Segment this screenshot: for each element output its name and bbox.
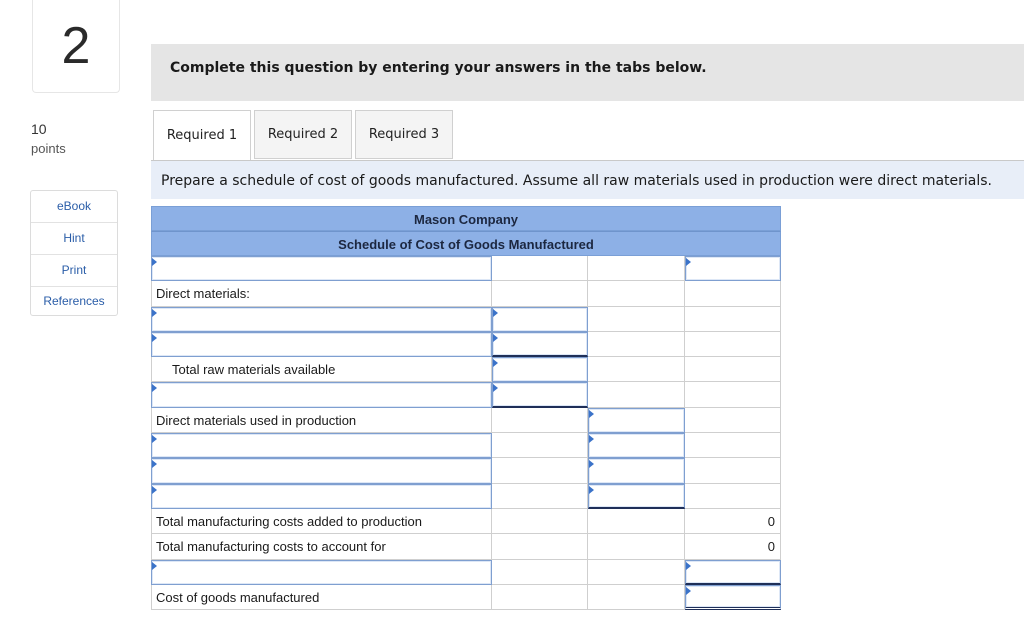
label-input[interactable] [151, 484, 492, 509]
hint-link[interactable]: Hint [31, 223, 117, 255]
amount-input[interactable] [588, 433, 685, 458]
references-link[interactable]: References [43, 294, 105, 308]
points-value: 10 [31, 121, 47, 137]
total-mfg-added-label-cell [151, 509, 492, 534]
amount-input[interactable] [588, 458, 685, 483]
tab-required-1[interactable]: Required 1 [153, 110, 251, 161]
empty-cell [492, 281, 588, 306]
empty-cell [685, 357, 781, 382]
amount-input[interactable] [492, 357, 588, 382]
amount-input[interactable] [492, 332, 588, 357]
empty-cell [492, 534, 588, 559]
table-row [151, 585, 781, 610]
schedule-form [151, 206, 781, 610]
table-row [151, 357, 781, 382]
empty-cell [685, 332, 781, 357]
empty-cell [588, 281, 685, 306]
total-raw-materials-label-cell [151, 357, 492, 382]
empty-cell [588, 357, 685, 382]
amount-input[interactable] [492, 382, 588, 407]
empty-cell [588, 509, 685, 534]
empty-cell [588, 332, 685, 357]
empty-cell [588, 382, 685, 407]
tab-required-2[interactable]: Required 2 [254, 110, 352, 159]
empty-cell [588, 560, 685, 585]
total-mfg-account-value-cell [685, 534, 781, 559]
empty-cell [492, 585, 588, 610]
points-label: points [31, 141, 66, 156]
tab-required-3[interactable]: Required 3 [355, 110, 453, 159]
table-row [151, 281, 781, 306]
print-link[interactable]: Print [31, 255, 117, 287]
ebook-link[interactable]: eBook [31, 191, 117, 223]
total-mfg-account-label: Total manufacturing costs to account for [156, 539, 386, 555]
instructions-banner [151, 44, 1024, 101]
empty-cell [492, 458, 588, 483]
label-input[interactable] [151, 560, 492, 585]
amount-input[interactable] [685, 560, 781, 585]
empty-cell [588, 585, 685, 610]
table-row [151, 433, 781, 458]
schedule-grid [151, 256, 781, 610]
empty-cell [685, 433, 781, 458]
direct-materials-used-label: Direct materials used in production [156, 412, 357, 428]
empty-cell [685, 307, 781, 332]
empty-cell [685, 484, 781, 509]
question-number: 2 [32, 0, 120, 93]
table-row [151, 560, 781, 585]
empty-cell [588, 534, 685, 559]
total-mfg-added-value-cell [685, 509, 781, 534]
label-input[interactable] [151, 256, 492, 281]
empty-cell [492, 433, 588, 458]
total-mfg-account-value: 0 [767, 539, 775, 555]
empty-cell [588, 256, 685, 281]
empty-cell [685, 281, 781, 306]
amount-input[interactable] [588, 484, 685, 509]
empty-cell [492, 560, 588, 585]
empty-cell [588, 307, 685, 332]
table-row [151, 332, 781, 357]
direct-materials-label: Direct materials: [156, 286, 250, 302]
amount-input[interactable] [588, 408, 685, 433]
cogm-label: Cost of goods manufactured [156, 589, 320, 605]
cogm-label-cell [151, 585, 492, 610]
label-input[interactable] [151, 382, 492, 407]
table-row [151, 256, 781, 281]
instructions-text: Complete this question by entering your answers in the tabs below. [170, 60, 707, 76]
empty-cell [685, 408, 781, 433]
label-input[interactable] [151, 458, 492, 483]
prompt-banner [151, 161, 1024, 199]
table-row [151, 509, 781, 534]
table-row [151, 484, 781, 509]
table-row [151, 307, 781, 332]
empty-cell [685, 382, 781, 407]
table-row [151, 458, 781, 483]
total-raw-materials-label: Total raw materials available [172, 362, 336, 378]
table-row [151, 534, 781, 559]
empty-cell [492, 509, 588, 534]
label-input[interactable] [151, 307, 492, 332]
schedule-title: Schedule of Cost of Goods Manufactured [151, 231, 781, 256]
direct-materials-label-cell [151, 281, 492, 306]
empty-cell [492, 408, 588, 433]
empty-cell [492, 256, 588, 281]
direct-materials-used-label-cell [151, 408, 492, 433]
total-mfg-added-value: 0 [767, 513, 775, 529]
company-name: Mason Company [151, 206, 781, 231]
cogm-amount-input[interactable] [685, 585, 781, 610]
prompt-text: Prepare a schedule of cost of goods manufactured. Assume all raw materials used in production were direct materials. [161, 173, 993, 189]
table-row [151, 382, 781, 407]
label-input[interactable] [151, 433, 492, 458]
total-mfg-added-label: Total manufacturing costs added to production [156, 513, 422, 529]
empty-cell [492, 484, 588, 509]
label-input[interactable] [151, 332, 492, 357]
amount-input[interactable] [492, 307, 588, 332]
empty-cell [685, 458, 781, 483]
total-mfg-account-label-cell [151, 534, 492, 559]
table-row [151, 408, 781, 433]
amount-input[interactable] [685, 256, 781, 281]
resources-panel [30, 190, 118, 316]
